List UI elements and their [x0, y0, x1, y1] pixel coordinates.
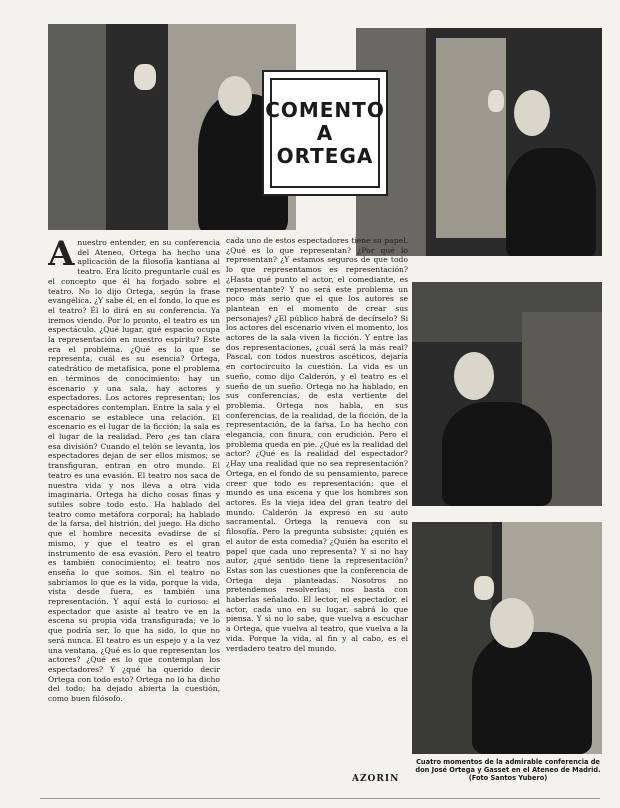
article-title: [265, 78, 385, 188]
dropcap: A: [48, 238, 75, 274]
photo-ortega-4: [412, 522, 602, 754]
column-1-text: nuestro entender, en su conferencia del Ateneo, Ortega ha hecho una aplicación de la filosofía kantiana al teatro. Era lícito preguntarle cuál es el concepto que él ha forjado sobre el teatro. No lo dijo Ortega, según la frase evangélica. ¿Y sabe él, en el fondo, lo que es el teatro? Él lo dirá en su conferencia. Ya iremos viendo. Por lo pronto, el teatro es un espectáculo. ¿Qué lugar, qué espacio ocupa la representación en nuestro espíritu? Este era el problema. ¿Qué es lo que se representa, cuál es su esencia? Ortega, catedrático de metafísica, pone el problema en términos de conocimiento: hay un escenario y una sala, hay actores y espectadores. Los actores representan; los espectadores contemplan. Entre la sala y el escenario se establece una relación. El escenario es el lugar de la ficción; la sala es el lugar de la realidad. Pero ¿es tan clara esa división? Cuando el telón se levanta, los espectadores dejan de ser ellos mismos; se transfiguran, entran en otro mundo. El teatro es una evasión. El teatro nos saca de nuestra vida y nos lleva a otra vida imaginaria. Ortega ha dicho cosas finas y sutiles sobre todo esto. Ha hablado del teatro como metáfora corporal; ha hablado de la farsa, del histrión, del juego. Ha dicho que el hombre necesita evadirse de sí mismo, y que el teatro es el gran instrumento de esa evasión. Pero el teatro es también conocimiento; el teatro nos enseña lo que somos. Sin el teatro no sabríamos lo que es la vida, porque la vida, vista desde fuera, es también una representación. Y aquí está lo curioso: el espectador que asiste al teatro ve en la escena su propia vida transfigurada; ve lo que podría ser, lo que ha sido, lo que no será nunca. El teatro es un espejo y a la vez una ventana. ¿Qué es lo que representan los actores? ¿Qué es lo que contemplan los espectadores? Y ¿qué ha querido decir Ortega con todo esto? Ortega no lo ha dicho del todo; ha dejado abierta la cuestión, como buen filósofo.: [48, 238, 220, 704]
article-column-1: [48, 238, 220, 786]
title-line-2: A: [316, 120, 334, 145]
bottom-rule: [40, 798, 600, 799]
title-line-1: COMENTO: [265, 97, 385, 122]
author-signature: AZORIN: [352, 774, 400, 784]
photo-ortega-1: [48, 24, 296, 230]
article-column-2: [226, 236, 408, 784]
title-box: [262, 70, 388, 196]
column-2-text: cada uno de estos espectadores tiene su papel. ¿Qué es lo que representan? ¿Por qué lo representan? ¿Y estamos seguros de que todo lo que representamos es representación? ¿Hasta qué punto el actor, el comediante, es representante? Y no será este problema un poco más serio que el que los autores se plantean en el momento de crear sus personajes? ¿El público habrá de decírselo? Si los actores del escenario viven el momento, los actores de la sala viven la ficción. Y entre las dos representaciones, ¿cuál será la más real? Pascal, con todos nuestros ascéticos, dejaría en cortocircuito la cuestión. La vida es un sueño, como dijo Calderón, y el teatro es el sueño de un sueño. Ortega no ha hablado, en sus conferencias, de esta vertiente del problema. Ortega nos habla, en sus conferencias, de la realidad, de la ficción, de la representación, de la farsa. Lo ha hecho con elegancia, con finura, con erudición. Pero el problema queda en pie. ¿Qué es la realidad del actor? ¿Qué es la realidad del espectador? ¿Hay una realidad que no sea representación? Ortega, en el fondo de su pensamiento, parece creer que todo es representación; que el mundo es una escena y que los hombres son actores. Es la vieja idea del gran teatro del mundo. Calderón la expresó en su auto sacramental. Ortega la renueva con su filosofía. Pero la pregunta subsiste: ¿quién es el autor de esta comedia? ¿Quién ha escrito el papel que cada uno representa? Y si no hay autor, ¿qué sentido tiene la representación? Estas son las cuestiones que la conferencia de Ortega deja planteadas. Nosotros no pretendemos resolverlas; nos basta con haberlas señalado. El lector, el espectador, el actor, cada uno en su lugar, sabrá lo que piensa. Y si no lo sabe, que vuelva a escuchar a Ortega, que vuelva al teatro, que vuelva a la vida. Porque la vida, al fin y al cabo, es el verdadero teatro del mundo.: [226, 236, 408, 653]
photo-caption: Cuatro momentos de la admirable conferencia de don José Ortega y Gasset en el Ateneo de Madrid. (Foto Santos Yubero): [415, 758, 601, 782]
title-line-3: ORTEGA: [276, 143, 374, 168]
photo-ortega-2: [356, 28, 602, 256]
photo-ortega-3: [412, 282, 602, 506]
